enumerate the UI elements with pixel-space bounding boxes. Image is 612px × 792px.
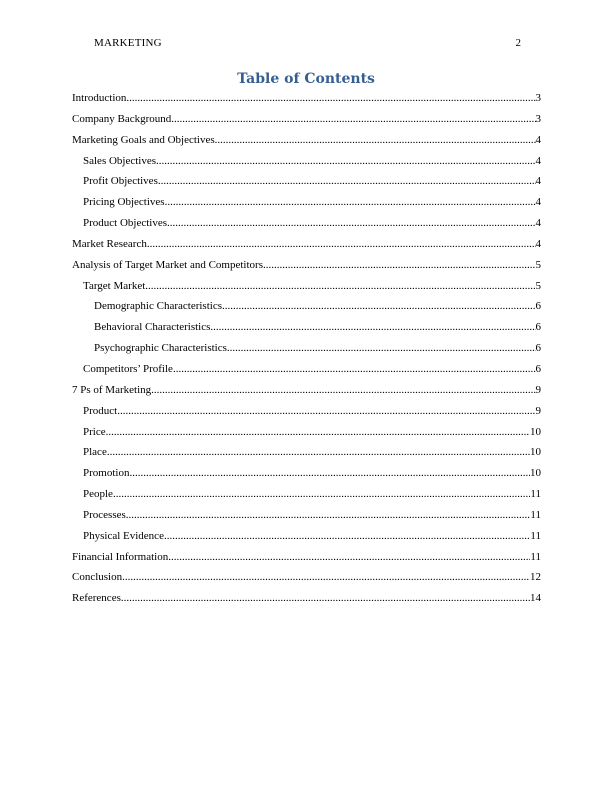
toc-dot-leader [215,130,536,151]
toc-entry-page-number[interactable]: 3 [535,112,541,125]
toc-dot-leader [158,171,536,192]
toc-dot-leader [117,401,535,422]
toc-entry-page-number[interactable]: 6 [535,342,541,355]
toc-entry-page-number[interactable]: 11 [530,488,541,501]
toc-dot-leader [167,213,535,234]
toc-entry-label[interactable]: Marketing Goals and Objectives [72,133,215,146]
toc-entry[interactable] [72,422,541,443]
toc-dot-leader [173,359,536,380]
toc-dot-leader [222,296,536,317]
toc-entry[interactable] [72,151,541,172]
toc-dot-leader [210,317,535,338]
toc-entry-label[interactable]: Profit Objectives [83,175,158,188]
toc-dot-leader [156,151,535,172]
toc-entry[interactable] [72,109,541,130]
toc-dot-leader [129,463,530,484]
toc-entry-page-number[interactable]: 4 [535,154,541,167]
toc-entry-page-number[interactable]: 4 [535,196,541,209]
toc-entry[interactable] [72,213,541,234]
toc-entry[interactable] [72,505,541,526]
toc-entry-page-number[interactable]: 9 [535,404,541,417]
toc-entry[interactable] [72,463,541,484]
toc-entry[interactable] [72,296,541,317]
toc-entry-page-number[interactable]: 6 [535,300,541,313]
toc-entry-label[interactable]: Target Market [83,279,146,292]
toc-entry-page-number[interactable]: 4 [535,175,541,188]
toc-entry-label[interactable]: Place [83,446,107,459]
toc-dot-leader [126,88,535,109]
toc-entry-label[interactable]: People [83,488,113,501]
toc-entry[interactable] [72,588,541,609]
toc-entry-label[interactable]: Company Background [72,112,172,125]
toc-entry-page-number[interactable]: 11 [530,529,541,542]
toc-dot-leader [106,422,530,443]
toc-dot-leader [107,442,530,463]
toc-dot-leader [168,547,530,568]
toc-entry-label[interactable]: Psychographic Characteristics [94,342,227,355]
toc-entry[interactable] [72,88,541,109]
toc-list [72,88,541,609]
toc-dot-leader [126,505,531,526]
toc-entry-page-number[interactable]: 10 [530,467,541,480]
toc-entry-label[interactable]: Introduction [72,92,127,104]
toc-dot-leader [122,567,530,588]
toc-entry-page-number[interactable]: 6 [535,362,541,375]
toc-dot-leader [171,109,535,130]
toc-entry-label[interactable]: Price [83,425,106,438]
running-head: MARKETING [94,37,162,49]
toc-entry-page-number[interactable]: 11 [530,508,541,521]
toc-dot-leader [151,380,535,401]
toc-entry-page-number[interactable]: 5 [535,258,541,271]
toc-entry-label[interactable]: Product [83,404,118,417]
toc-entry[interactable] [72,276,541,297]
toc-entry[interactable] [72,380,541,401]
toc-entry-label[interactable]: Product Objectives [83,217,168,230]
toc-entry[interactable] [72,442,541,463]
toc-dot-leader [164,526,530,547]
toc-entry-label[interactable]: References [72,592,121,605]
toc-entry-label[interactable]: Analysis of Target Market and Competitors [72,258,263,271]
toc-entry-label[interactable]: Pricing Objectives [83,196,165,209]
toc-title: Table of Contents [237,71,375,87]
toc-entry-page-number[interactable]: 10 [530,425,541,438]
toc-entry-label[interactable]: Financial Information [72,550,169,563]
toc-entry-label[interactable]: Competitors’ Profile [83,362,173,375]
toc-entry-label[interactable]: Conclusion [72,571,123,584]
toc-entry[interactable] [72,567,541,588]
toc-entry-label[interactable]: Sales Objectives [83,154,157,167]
toc-dot-leader [227,338,536,359]
toc-entry[interactable] [72,171,541,192]
toc-dot-leader [147,234,536,255]
toc-entry[interactable] [72,317,541,338]
page-number: 2 [515,37,521,49]
toc-entry-label[interactable]: 7 Ps of Marketing [72,383,152,396]
toc-entry[interactable] [72,234,541,255]
toc-entry[interactable] [72,526,541,547]
toc-dot-leader [113,484,530,505]
toc-entry-label[interactable]: Processes [83,508,126,521]
toc-entry[interactable] [72,359,541,380]
toc-entry-page-number[interactable]: 11 [530,550,541,563]
toc-entry[interactable] [72,130,541,151]
toc-dot-leader [145,276,535,297]
toc-dot-leader [263,255,536,276]
toc-dot-leader [121,588,530,609]
toc-entry-page-number[interactable]: 4 [535,217,541,230]
toc-entry-label[interactable]: Market Research [72,237,147,250]
toc-entry[interactable] [72,255,541,276]
toc-entry[interactable] [72,338,541,359]
toc-entry-label[interactable]: Promotion [83,467,130,480]
toc-entry-page-number[interactable]: 14 [530,592,541,605]
toc-entry[interactable] [72,484,541,505]
toc-entry[interactable] [72,401,541,422]
toc-entry-page-number[interactable]: 4 [535,133,541,146]
toc-entry-page-number[interactable]: 12 [530,571,541,584]
toc-entry-page-number[interactable]: 5 [535,279,541,292]
toc-entry-page-number[interactable]: 9 [535,383,541,396]
toc-entry-page-number[interactable]: 4 [535,237,541,250]
toc-entry-page-number[interactable]: 3 [535,92,541,104]
toc-entry-label[interactable]: Behavioral Characteristics [94,321,211,334]
toc-entry-label[interactable]: Demographic Characteristics [94,300,222,313]
toc-entry-page-number[interactable]: 6 [535,321,541,334]
toc-entry-page-number[interactable]: 10 [530,446,541,459]
toc-entry[interactable] [72,192,541,213]
toc-dot-leader [165,192,536,213]
toc-entry[interactable] [72,547,541,568]
toc-entry-label[interactable]: Physical Evidence [83,529,164,542]
